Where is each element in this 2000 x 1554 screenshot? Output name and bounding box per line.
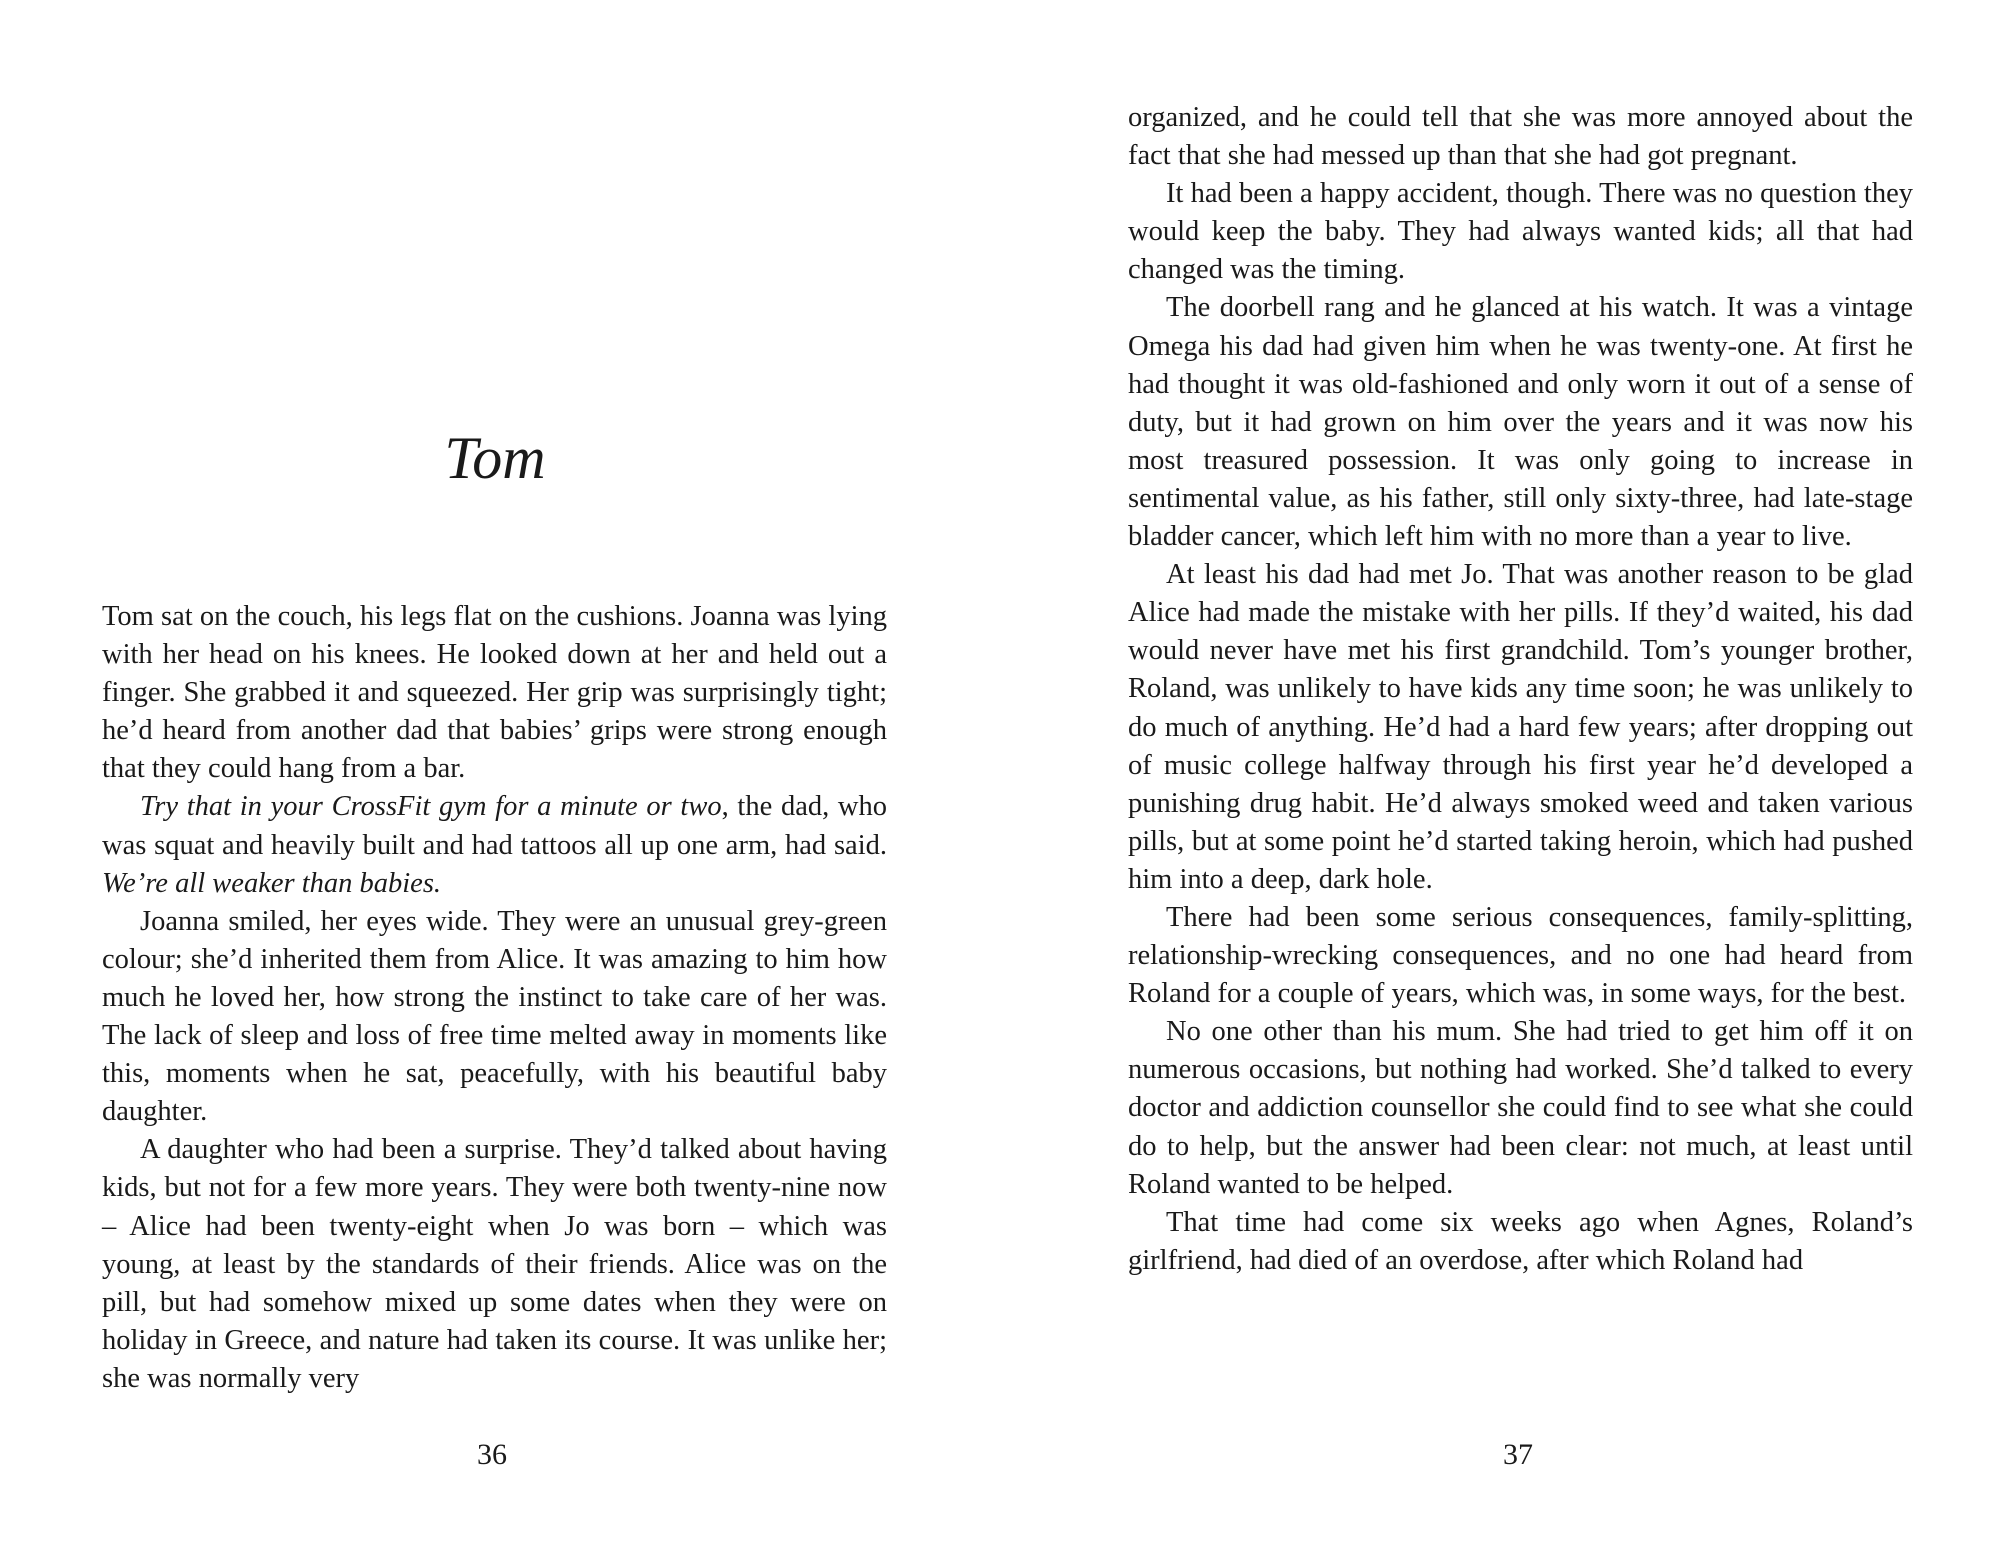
chapter-title: Tom <box>444 425 546 491</box>
paragraph: That time had come six weeks ago when Agnes, Roland’s girlfriend, had died of an overdose, after which Roland had <box>1128 1206 1913 1276</box>
right-page <box>1000 0 2000 1554</box>
paragraph: The doorbell rang and he glanced at his watch. It was a vintage Omega his dad had given him when he was twenty-one. At first he had thought it was old-fashioned and only worn it out of a sense of duty, but it had grown on him over the years and it was now his most treasured possession. It was only going to increase in sentimental value, as his father, still only sixty-three, had late-stage bladder cancer, which left him with no more than a year to live. <box>1128 292 1913 553</box>
paragraph: organized, and he could tell that she was more annoyed about the fact that she had messed up than that she had got pregnant. <box>1128 102 1913 172</box>
paragraph: At least his dad had met Jo. That was another reason to be glad Alice had made the mistake with her pills. If they’d waited, his dad would never have met his first grandchild. Tom’s younger brother, Roland, was unlikely to have kids any time soon; he was unlikely to do much of anything. He’d had a hard few years; after dropping out of music college halfway through his first year he’d developed a punishing drug habit. He’d always smoked weed and taken various pills, but at some point he’d started taking heroin, which had pushed him into a deep, dark hole. <box>1128 559 1913 895</box>
page-number: 37 <box>1503 1438 1533 1471</box>
paragraph <box>102 788 887 902</box>
paragraph: Joanna smiled, her eyes wide. They were an unusual grey-green colour; she’d inherited them from Alice. It was amazing to him how much he loved her, how strong the instinct to take care of her was. The lack of sleep and loss of free time melted away in moments like this, moments when he sat, peacefully, with his beautiful baby daughter. <box>102 905 887 1128</box>
paragraph: A daughter who had been a surprise. They’d talked about having kids, but not for a few more years. They were both twenty-nine now – Alice had been twenty-eight when Jo was born – which was young, at least by the standards of their friends. Alice was on the pill, but had somehow mixed up some dates when they were on holiday in Greece, and nature had taken its course. It was unlike her; she was normally very <box>102 1134 887 1394</box>
paragraph-text: , the dad, who was squat and heavily built and had tattoos all up one arm, had said. <box>102 791 887 861</box>
paragraph: No one other than his mum. She had tried to get him off it on numerous occasions, but nothing had worked. She’d talked to every doctor and addiction counsellor she could find to see what she could do to help, but the answer had been clear: not much, at least until Roland wanted to be helped. <box>1128 1016 1913 1200</box>
paragraph: There had been some serious consequences, family-splitting, relationship-wrecking consequences, and no one had heard from Roland for a couple of years, which was, in some ways, for the best. <box>1128 901 1913 1010</box>
page-number: 36 <box>477 1438 507 1471</box>
left-page-body <box>102 598 887 1398</box>
paragraph: It had been a happy accident, though. There was no question they would keep the baby. They had always wanted kids; all that had changed was the timing. <box>1128 178 1913 286</box>
paragraph: Tom sat on the couch, his legs flat on the cushions. Joanna was lying with her head on his knees. He looked down at her and held out a finger. She grabbed it and squeezed. Her grip was surprisingly tight; he’d heard from another dad that babies’ grips were strong enough that they could hang from a bar. <box>102 601 887 785</box>
right-page-body <box>1128 99 1913 1280</box>
italic-text: Try that in your CrossFit gym for a minute or two <box>140 791 722 823</box>
italic-text: We’re all weaker than babies. <box>102 867 442 899</box>
